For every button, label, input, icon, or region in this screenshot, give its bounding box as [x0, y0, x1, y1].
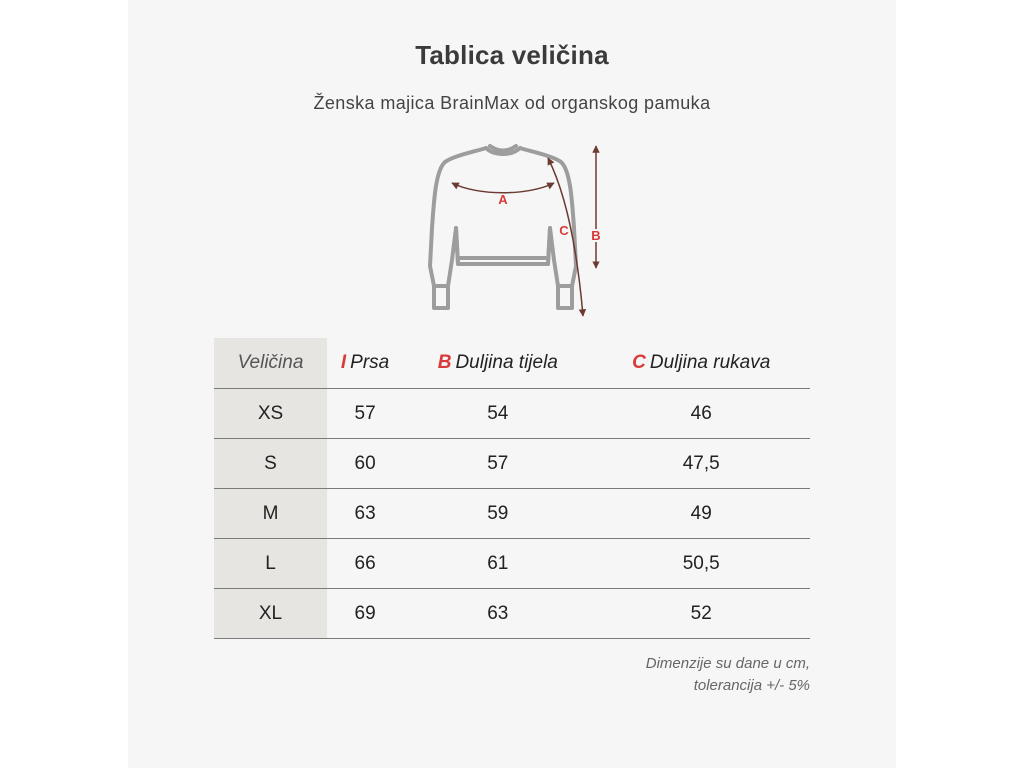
table-row: [214, 489, 810, 539]
table-row: [214, 439, 810, 489]
label-b: B: [591, 228, 601, 243]
size-chart-panel: [128, 0, 896, 768]
header-body-length-letter: B: [437, 352, 452, 373]
note-line-2: tolerancija +/- 5%: [693, 677, 810, 694]
cell-sleeve-length: 46: [592, 389, 810, 439]
cell-chest: 63: [327, 489, 403, 539]
cell-size: XS: [214, 389, 327, 439]
cell-body-length: 57: [403, 439, 592, 489]
cell-size: L: [214, 539, 327, 589]
cell-sleeve-length: 50,5: [592, 539, 810, 589]
header-size-label: Veličina: [237, 352, 304, 373]
header-size: [214, 338, 327, 389]
cell-chest: 57: [327, 389, 403, 439]
size-table: [214, 338, 810, 639]
cell-size: S: [214, 439, 327, 489]
cell-chest: 66: [327, 539, 403, 589]
cell-chest: 60: [327, 439, 403, 489]
page-subtitle: Ženska majica BrainMax od organskog pamuka: [313, 93, 711, 113]
cell-body-length: 61: [403, 539, 592, 589]
sweatshirt-illustration: [418, 138, 618, 320]
cell-sleeve-length: 49: [592, 489, 810, 539]
table-header-row: [214, 338, 810, 389]
header-chest-letter: I: [340, 352, 347, 373]
page-title: Tablica veličina: [415, 40, 609, 70]
cell-sleeve-length: 47,5: [592, 439, 810, 489]
header-body-length: [403, 338, 592, 389]
cell-size: XL: [214, 589, 327, 639]
header-chest: [327, 338, 403, 389]
header-chest-label: Prsa: [350, 352, 390, 373]
measurement-note: [646, 653, 810, 697]
cell-body-length: 59: [403, 489, 592, 539]
header-body-length-label: Duljina tijela: [455, 352, 558, 373]
cell-body-length: 63: [403, 589, 592, 639]
table-row: [214, 589, 810, 639]
cell-sleeve-length: 52: [592, 589, 810, 639]
cell-body-length: 54: [403, 389, 592, 439]
table-row: [214, 539, 810, 589]
header-sleeve-length: [592, 338, 810, 389]
cell-chest: 69: [327, 589, 403, 639]
header-sleeve-length-label: Duljina rukava: [649, 352, 771, 373]
sweatshirt-diagram: [418, 138, 618, 320]
cell-size: M: [214, 489, 327, 539]
header-sleeve-length-letter: C: [632, 352, 646, 373]
label-c: C: [559, 223, 569, 238]
table-row: [214, 389, 810, 439]
label-a: A: [498, 192, 508, 207]
note-line-1: Dimenzije su dane u cm,: [645, 655, 810, 672]
